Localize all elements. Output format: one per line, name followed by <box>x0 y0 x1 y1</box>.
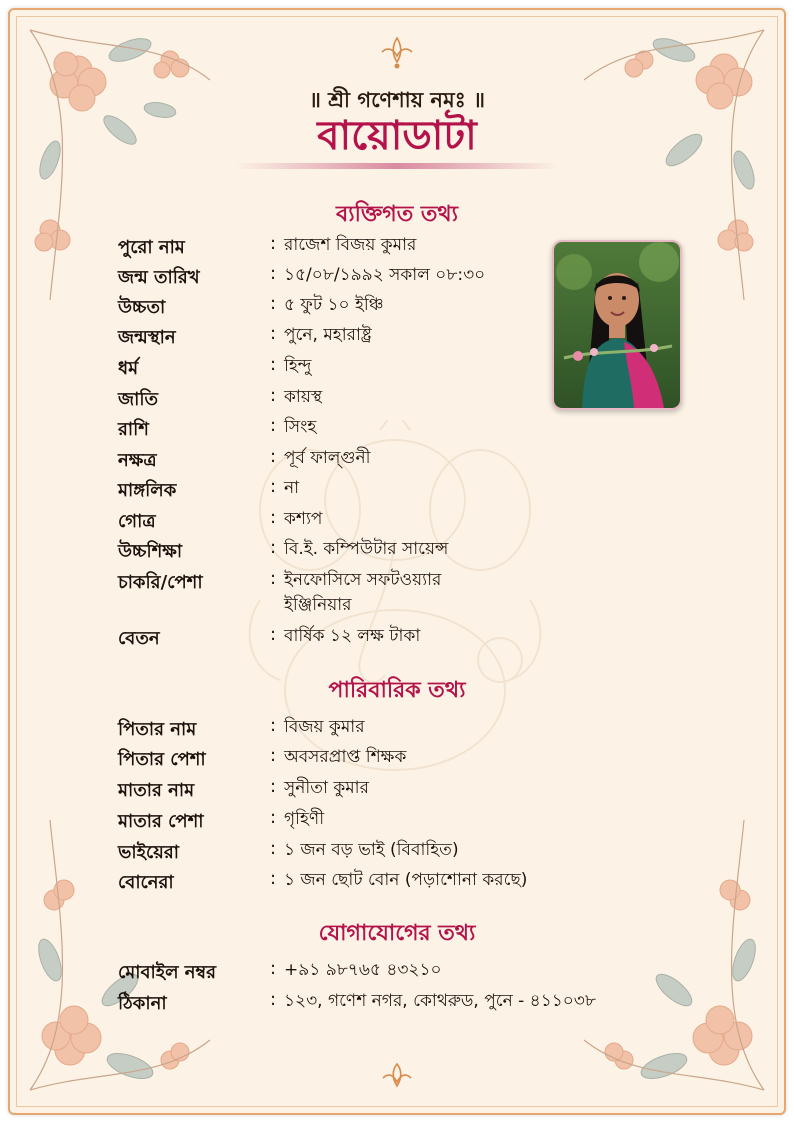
detail-label: নক্ষত্র <box>118 450 157 471</box>
detail-label: মাতার নাম <box>118 780 195 801</box>
detail-value: ১ জন বড় ভাই (বিবাহিত) <box>284 840 459 860</box>
bottom-ornament-icon <box>380 1060 414 1094</box>
colon-separator: : <box>270 838 277 859</box>
detail-value: সিংহ <box>284 417 317 437</box>
colon-separator: : <box>270 385 277 406</box>
detail-value: সুনীতা কুমার <box>284 778 369 798</box>
detail-value: ১ জন ছোট বোন (পড়াশোনা করছে) <box>284 870 528 890</box>
colon-separator: : <box>270 233 277 254</box>
colon-separator: : <box>270 989 277 1010</box>
detail-value: ইনফোসিসে সফটওয়্যার ইঞ্জিনিয়ার <box>284 570 442 615</box>
detail-value: বি.ই. কম্পিউটার সায়েন্স <box>284 539 449 559</box>
colon-separator: : <box>270 868 277 889</box>
detail-value: হিন্দু <box>284 356 312 376</box>
invocation-text: ॥ শ্রী গণেশায় নমঃ ॥ <box>308 88 486 112</box>
detail-label: পুরো নাম <box>118 237 185 258</box>
detail-value: পুনে, মহারাষ্ট্র <box>284 325 372 345</box>
title-underline <box>234 163 560 169</box>
detail-value: ৫ ফুট ১০ ইঞ্চি <box>284 295 384 315</box>
detail-label: জাতি <box>118 389 158 410</box>
family-section-heading: পারিবারিক তথ্য <box>328 678 466 703</box>
detail-label: জন্মস্থান <box>118 327 176 348</box>
detail-label: রাশি <box>118 419 149 440</box>
detail-value: কায়স্থ <box>284 387 323 407</box>
detail-label: মাঙ্গলিক <box>118 480 177 501</box>
colon-separator: : <box>270 537 277 558</box>
detail-label: বোনেরা <box>118 872 174 893</box>
colon-separator: : <box>270 807 277 828</box>
colon-separator: : <box>270 715 277 736</box>
colon-separator: : <box>270 476 277 497</box>
page-title: বায়োডাটা <box>317 113 477 159</box>
colon-separator: : <box>270 624 277 645</box>
detail-value: রাজেশ বিজয় কুমার <box>284 235 417 255</box>
colon-separator: : <box>270 776 277 797</box>
detail-value: বিজয় কুমার <box>284 717 365 737</box>
detail-value: ১২৩, গণেশ নগর, কোথরুড, পুনে - ৪১১০৩৮ <box>284 991 596 1011</box>
personal-section-heading: ব্যক্তিগত তথ্য <box>335 202 458 227</box>
detail-label: মাতার পেশা <box>118 811 204 832</box>
detail-label: মোবাইল নম্বর <box>118 962 217 983</box>
colon-separator: : <box>270 958 277 979</box>
profile-photo-image <box>554 242 680 408</box>
detail-label: ঠিকানা <box>118 993 167 1014</box>
detail-label: ধর্ম <box>118 358 139 379</box>
colon-separator: : <box>270 446 277 467</box>
colon-separator: : <box>270 263 277 284</box>
colon-separator: : <box>270 354 277 375</box>
colon-separator: : <box>270 507 277 528</box>
contact-section-heading: যোগাযোগের তথ্য <box>318 921 476 946</box>
detail-label: উচ্চতা <box>118 297 166 318</box>
detail-label: উচ্চশিক্ষা <box>118 541 183 562</box>
detail-label: চাকরি/পেশা <box>118 572 203 593</box>
detail-value: পূর্ব ফাল্গুনী <box>284 448 371 468</box>
detail-label: পিতার পেশা <box>118 749 206 770</box>
detail-label: পিতার নাম <box>118 719 197 740</box>
profile-photo <box>552 240 682 410</box>
detail-label: জন্ম তারিখ <box>118 267 200 288</box>
colon-separator: : <box>270 323 277 344</box>
detail-label: গোত্র <box>118 511 156 532</box>
detail-label: ভাইয়েরা <box>118 842 179 863</box>
colon-separator: : <box>270 568 277 589</box>
detail-value: +৯১ ৯৮৭৬৫ ৪৩২১০ <box>284 960 442 980</box>
colon-separator: : <box>270 415 277 436</box>
colon-separator: : <box>270 745 277 766</box>
detail-value: অবসরপ্রাপ্ত শিক্ষক <box>284 747 407 767</box>
colon-separator: : <box>270 293 277 314</box>
detail-value: বার্ষিক ১২ লক্ষ টাকা <box>284 626 421 646</box>
detail-value: কশ্যপ <box>284 509 323 529</box>
top-ornament-icon <box>378 36 416 70</box>
detail-value: ১৫/০৮/১৯৯২ সকাল ০৮:৩০ <box>284 265 486 285</box>
detail-value: গৃহিণী <box>284 809 325 829</box>
detail-label: বেতন <box>118 628 160 649</box>
detail-value: না <box>284 478 300 498</box>
